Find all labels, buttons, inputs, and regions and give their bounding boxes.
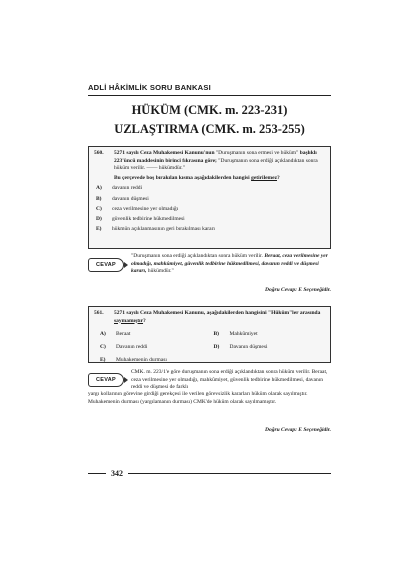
option-b: B) davanın düşmesi xyxy=(96,195,149,202)
question-560-prompt: Bu çerçevede boş bırakılan kısma aşağıdakilerden hangisi getirilemez? xyxy=(114,174,280,181)
correct-answer-561: Doğru Cevap: E Seçeneğidir. xyxy=(265,427,331,433)
cevap-badge: CEVAP xyxy=(88,258,124,272)
answer-561-continuation: yargı kollarının görevine girdiği gerekçesi ile verilen görevsizlik kararları hüküm olarak sayılmıştır. Muhakemenin durması (yargılamanın durması) CMK'de hüküm olarak sayılmamıştır. xyxy=(88,391,308,405)
footer-rule-right xyxy=(128,473,331,474)
option-d: D) Davanın düşmesi xyxy=(213,343,268,350)
option-a: A) davanın reddi xyxy=(96,185,143,192)
book-header-label: ADLİ HÂKİMLİK SORU BANKASI xyxy=(88,83,211,92)
option-c: C) Davanın reddi xyxy=(100,343,148,350)
section-title-hukum: HÜKÜM (CMK. m. 223-231) xyxy=(131,103,288,117)
option-d: D) güvenlik tedbirine hükmedilmesi xyxy=(96,215,185,222)
question-text: 5271 sayılı Ceza Muhakemesi Kanunu, aşağıdakilerden hangisini "Hüküm"ler arasında saymamıştır? xyxy=(114,310,321,324)
question-560-box xyxy=(88,146,331,249)
page-footer xyxy=(88,469,331,478)
question-text: 5271 sayılı Ceza Muhakemesi Kanunu'nun "Duruşmanın sona ermesi ve hüküm" başlıklı 223'üncü maddesinin birinci fıkrasına göre; "Duruşmanın sona erdiği açıklandıktan sonra hüküm verilir. —— hükümdür." xyxy=(114,150,318,172)
option-a: A) Beraat xyxy=(100,330,131,337)
footer-rule-left xyxy=(88,473,106,474)
cevap-badge: CEVAP xyxy=(88,373,124,387)
answer-561-text: CMK. m. 223/1'e göre duruşmanın sona erdiği açıklandıktan sonra hüküm verilir. Beraat, ceza verilmesine yer olmadığı, mahkûmiyet, güvenlik tedbirine hükmedilmesi, davanın reddi ve düşmesi de farklı xyxy=(131,369,328,391)
question-561-options xyxy=(94,328,325,364)
question-number: 561. xyxy=(94,310,104,316)
answer-560-text: "Duruşmanın sona erdiği açıklandıktan sonra hüküm verilir. Beraat, ceza verilmesine yer olmadığı, mahkûmiyet, güvenlik tedbirine hükmedilmesi, davanın reddi ve düşmesi kararı, hükümdür." xyxy=(131,253,328,275)
question-560-stem xyxy=(94,150,325,173)
question-number: 560. xyxy=(94,150,104,156)
question-561-box xyxy=(88,306,331,363)
option-e: E) hükmün açıklanmasının geri bırakılması kararı xyxy=(96,226,215,233)
correct-answer-560: Doğru Cevap: E Seçeneğidir. xyxy=(265,287,331,293)
question-560-options xyxy=(94,185,325,233)
section-title-uzlastirma: UZLAŞTIRMA (CMK. m. 253-255) xyxy=(114,122,305,136)
page-number: 342 xyxy=(111,469,123,478)
option-b: B) Mahkûmiyet xyxy=(213,330,258,337)
option-e: E) Muhakemenin durması xyxy=(100,356,167,363)
question-561-stem xyxy=(94,310,325,325)
header-divider xyxy=(88,95,331,96)
option-c: C) ceza verilmesine yer olmadığı xyxy=(96,205,179,212)
